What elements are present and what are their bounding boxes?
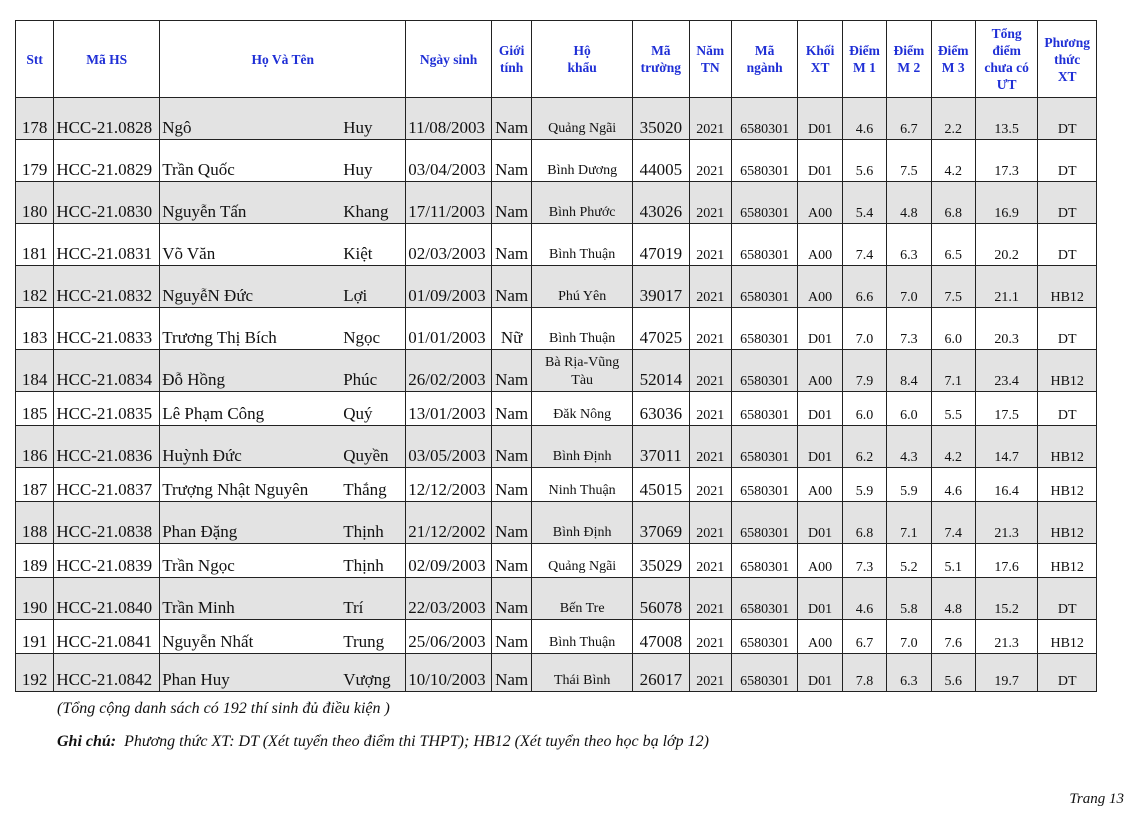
header-gioi-tinh: Giới tính	[491, 21, 531, 98]
cell-ma-truong: 47008	[633, 620, 689, 654]
cell-ma-nganh: 6580301	[731, 502, 798, 544]
cell-m2: 7.1	[887, 502, 931, 544]
table-row	[16, 468, 1097, 502]
cell-m3: 5.6	[931, 654, 975, 692]
table-row	[16, 544, 1097, 578]
cell-gioi-tinh: Nam	[491, 620, 531, 654]
cell-ma-truong: 39017	[633, 266, 689, 308]
cell-tong: 15.2	[975, 578, 1038, 620]
cell-stt: 188	[16, 502, 54, 544]
cell-ten: Khang	[341, 182, 406, 224]
cell-nam-tn: 2021	[689, 544, 731, 578]
header-tong-diem: Tổng điểm chưa có ƯT	[975, 21, 1038, 98]
cell-ma-truong: 37069	[633, 502, 689, 544]
cell-ma-nganh: 6580301	[731, 620, 798, 654]
cell-ma-hs: HCC-21.0837	[54, 468, 160, 502]
cell-phuong-thuc: HB12	[1038, 426, 1097, 468]
cell-ten: Trung	[341, 620, 406, 654]
cell-m2: 5.2	[887, 544, 931, 578]
cell-ho-khau: Đăk Nông	[532, 392, 633, 426]
cell-stt: 182	[16, 266, 54, 308]
cell-ma-nganh: 6580301	[731, 182, 798, 224]
cell-ma-nganh: 6580301	[731, 468, 798, 502]
header-ho-ten: Họ Và Tên	[160, 21, 406, 98]
cell-ho: Lê Phạm Công	[160, 392, 342, 426]
header-ma-nganh: Mã ngành	[731, 21, 798, 98]
cell-khoi: A00	[798, 350, 842, 392]
student-list-table	[15, 20, 1097, 692]
cell-gioi-tinh: Nam	[491, 140, 531, 182]
cell-ho-khau: Bình Định	[532, 426, 633, 468]
cell-ma-truong: 37011	[633, 426, 689, 468]
cell-ma-truong: 45015	[633, 468, 689, 502]
table-row	[16, 654, 1097, 692]
table-row	[16, 98, 1097, 140]
cell-phuong-thuc: HB12	[1038, 266, 1097, 308]
page-number: Trang 13	[1069, 791, 1124, 807]
cell-phuong-thuc: DT	[1038, 140, 1097, 182]
cell-stt: 181	[16, 224, 54, 266]
cell-m3: 4.8	[931, 578, 975, 620]
cell-ho: NguyễN Đức	[160, 266, 342, 308]
cell-ngay-sinh: 25/06/2003	[406, 620, 492, 654]
cell-phuong-thuc: DT	[1038, 98, 1097, 140]
cell-ma-hs: HCC-21.0835	[54, 392, 160, 426]
cell-ma-nganh: 6580301	[731, 224, 798, 266]
header-diem-m3: Điểm M 3	[931, 21, 975, 98]
cell-gioi-tinh: Nam	[491, 544, 531, 578]
cell-m1: 7.4	[842, 224, 886, 266]
cell-ho-khau: Bình Thuận	[532, 224, 633, 266]
cell-ma-hs: HCC-21.0829	[54, 140, 160, 182]
table-row	[16, 502, 1097, 544]
cell-m2: 5.9	[887, 468, 931, 502]
cell-gioi-tinh: Nam	[491, 224, 531, 266]
footnote	[57, 733, 709, 751]
cell-khoi: A00	[798, 182, 842, 224]
cell-tong: 21.1	[975, 266, 1038, 308]
header-diem-m2: Điểm M 2	[887, 21, 931, 98]
cell-ho-khau: Quảng Ngãi	[532, 98, 633, 140]
cell-tong: 13.5	[975, 98, 1038, 140]
cell-nam-tn: 2021	[689, 224, 731, 266]
cell-m3: 7.6	[931, 620, 975, 654]
cell-stt: 192	[16, 654, 54, 692]
cell-ho-khau: Bà Rịa-Vũng Tàu	[532, 350, 633, 392]
cell-ho-khau: Bến Tre	[532, 578, 633, 620]
cell-ngay-sinh: 21/12/2002	[406, 502, 492, 544]
cell-ten: Lợi	[341, 266, 406, 308]
cell-ho-khau: Ninh Thuận	[532, 468, 633, 502]
cell-ma-truong: 56078	[633, 578, 689, 620]
cell-khoi: D01	[798, 578, 842, 620]
cell-ma-truong: 35029	[633, 544, 689, 578]
cell-tong: 17.5	[975, 392, 1038, 426]
cell-ho: Trương Thị Bích	[160, 308, 342, 350]
cell-ma-truong: 35020	[633, 98, 689, 140]
cell-ngay-sinh: 01/09/2003	[406, 266, 492, 308]
table-row	[16, 266, 1097, 308]
cell-phuong-thuc: HB12	[1038, 544, 1097, 578]
cell-m1: 6.7	[842, 620, 886, 654]
cell-m1: 5.9	[842, 468, 886, 502]
table-body	[16, 98, 1097, 692]
cell-nam-tn: 2021	[689, 426, 731, 468]
cell-ho-khau: Bình Định	[532, 502, 633, 544]
cell-m1: 4.6	[842, 578, 886, 620]
cell-ten: Vượng	[341, 654, 406, 692]
cell-tong: 16.9	[975, 182, 1038, 224]
cell-m3: 2.2	[931, 98, 975, 140]
cell-khoi: D01	[798, 654, 842, 692]
table-row	[16, 392, 1097, 426]
cell-nam-tn: 2021	[689, 654, 731, 692]
header-ma-hs: Mã HS	[54, 21, 160, 98]
cell-m1: 5.6	[842, 140, 886, 182]
cell-gioi-tinh: Nam	[491, 502, 531, 544]
cell-m1: 7.0	[842, 308, 886, 350]
cell-ho: Phan Huy	[160, 654, 342, 692]
cell-ma-nganh: 6580301	[731, 544, 798, 578]
cell-ten: Huy	[341, 140, 406, 182]
cell-khoi: D01	[798, 502, 842, 544]
cell-tong: 20.2	[975, 224, 1038, 266]
header-khoi-xt: Khối XT	[798, 21, 842, 98]
cell-ma-nganh: 6580301	[731, 308, 798, 350]
cell-ho: Ngô	[160, 98, 342, 140]
table-row	[16, 224, 1097, 266]
cell-khoi: D01	[798, 98, 842, 140]
cell-stt: 191	[16, 620, 54, 654]
cell-m1: 5.4	[842, 182, 886, 224]
cell-ten: Phúc	[341, 350, 406, 392]
cell-tong: 20.3	[975, 308, 1038, 350]
cell-m3: 6.8	[931, 182, 975, 224]
cell-ten: Kiệt	[341, 224, 406, 266]
total-note: (Tổng cộng danh sách có 192 thí sinh đủ điều kiện )	[57, 700, 390, 717]
cell-gioi-tinh: Nam	[491, 182, 531, 224]
cell-nam-tn: 2021	[689, 620, 731, 654]
cell-ho-khau: Thái Bình	[532, 654, 633, 692]
cell-m2: 8.4	[887, 350, 931, 392]
cell-m3: 7.1	[931, 350, 975, 392]
cell-ma-hs: HCC-21.0833	[54, 308, 160, 350]
cell-phuong-thuc: DT	[1038, 182, 1097, 224]
cell-stt: 178	[16, 98, 54, 140]
cell-ma-hs: HCC-21.0841	[54, 620, 160, 654]
cell-ho: Nguyễn Tấn	[160, 182, 342, 224]
cell-gioi-tinh: Nam	[491, 350, 531, 392]
cell-ma-nganh: 6580301	[731, 392, 798, 426]
cell-m1: 6.2	[842, 426, 886, 468]
cell-ngay-sinh: 11/08/2003	[406, 98, 492, 140]
cell-m2: 7.0	[887, 266, 931, 308]
cell-ngay-sinh: 02/09/2003	[406, 544, 492, 578]
cell-gioi-tinh: Nam	[491, 578, 531, 620]
table-row	[16, 350, 1097, 392]
cell-ho: Huỳnh Đức	[160, 426, 342, 468]
header-ho-khau: Hộ khẩu	[532, 21, 633, 98]
cell-ma-nganh: 6580301	[731, 266, 798, 308]
cell-m2: 4.8	[887, 182, 931, 224]
table-row	[16, 140, 1097, 182]
table-row	[16, 620, 1097, 654]
cell-m2: 6.3	[887, 224, 931, 266]
cell-gioi-tinh: Nam	[491, 468, 531, 502]
cell-m2: 7.0	[887, 620, 931, 654]
cell-ma-truong: 44005	[633, 140, 689, 182]
cell-m2: 7.5	[887, 140, 931, 182]
cell-ho-khau: Bình Phước	[532, 182, 633, 224]
cell-ten: Trí	[341, 578, 406, 620]
cell-ma-hs: HCC-21.0832	[54, 266, 160, 308]
cell-nam-tn: 2021	[689, 468, 731, 502]
header-stt: Stt	[16, 21, 54, 98]
cell-tong: 17.3	[975, 140, 1038, 182]
cell-ngay-sinh: 03/05/2003	[406, 426, 492, 468]
cell-stt: 190	[16, 578, 54, 620]
cell-stt: 189	[16, 544, 54, 578]
cell-m2: 6.0	[887, 392, 931, 426]
cell-khoi: D01	[798, 140, 842, 182]
cell-m2: 6.3	[887, 654, 931, 692]
cell-ho-khau: Quảng Ngãi	[532, 544, 633, 578]
cell-ho-khau: Bình Thuận	[532, 620, 633, 654]
cell-m1: 4.6	[842, 98, 886, 140]
cell-m1: 6.6	[842, 266, 886, 308]
cell-m2: 4.3	[887, 426, 931, 468]
cell-ma-hs: HCC-21.0836	[54, 426, 160, 468]
cell-gioi-tinh: Nam	[491, 266, 531, 308]
header-ngay-sinh: Ngày sinh	[406, 21, 492, 98]
cell-ngay-sinh: 10/10/2003	[406, 654, 492, 692]
cell-tong: 21.3	[975, 620, 1038, 654]
cell-m3: 7.4	[931, 502, 975, 544]
cell-m3: 6.0	[931, 308, 975, 350]
cell-ho: Trần Quốc	[160, 140, 342, 182]
cell-ho-khau: Bình Thuận	[532, 308, 633, 350]
cell-khoi: D01	[798, 392, 842, 426]
cell-ho-khau: Phú Yên	[532, 266, 633, 308]
table-row	[16, 308, 1097, 350]
cell-phuong-thuc: DT	[1038, 654, 1097, 692]
cell-ten: Thắng	[341, 468, 406, 502]
cell-ma-hs: HCC-21.0842	[54, 654, 160, 692]
cell-ho: Trần Minh	[160, 578, 342, 620]
cell-stt: 179	[16, 140, 54, 182]
cell-gioi-tinh: Nam	[491, 426, 531, 468]
cell-ngay-sinh: 02/03/2003	[406, 224, 492, 266]
cell-m3: 4.2	[931, 426, 975, 468]
cell-ma-hs: HCC-21.0831	[54, 224, 160, 266]
cell-phuong-thuc: HB12	[1038, 350, 1097, 392]
header-phuong-thuc: Phương thức XT	[1038, 21, 1097, 98]
cell-ho: Phan Đặng	[160, 502, 342, 544]
cell-ngay-sinh: 17/11/2003	[406, 182, 492, 224]
cell-ma-hs: HCC-21.0830	[54, 182, 160, 224]
cell-tong: 16.4	[975, 468, 1038, 502]
cell-m3: 7.5	[931, 266, 975, 308]
cell-stt: 180	[16, 182, 54, 224]
cell-m2: 6.7	[887, 98, 931, 140]
cell-khoi: D01	[798, 308, 842, 350]
cell-ma-nganh: 6580301	[731, 350, 798, 392]
cell-tong: 14.7	[975, 426, 1038, 468]
cell-gioi-tinh: Nam	[491, 98, 531, 140]
header-ma-truong: Mã trường	[633, 21, 689, 98]
cell-khoi: D01	[798, 426, 842, 468]
cell-khoi: A00	[798, 266, 842, 308]
cell-phuong-thuc: DT	[1038, 224, 1097, 266]
cell-phuong-thuc: DT	[1038, 308, 1097, 350]
cell-nam-tn: 2021	[689, 266, 731, 308]
cell-khoi: A00	[798, 224, 842, 266]
cell-tong: 23.4	[975, 350, 1038, 392]
cell-ho: Trượng Nhật Nguyên	[160, 468, 342, 502]
cell-ngay-sinh: 26/02/2003	[406, 350, 492, 392]
cell-ma-hs: HCC-21.0840	[54, 578, 160, 620]
cell-stt: 185	[16, 392, 54, 426]
cell-ma-nganh: 6580301	[731, 140, 798, 182]
cell-ma-truong: 52014	[633, 350, 689, 392]
cell-nam-tn: 2021	[689, 140, 731, 182]
header-row	[16, 21, 1097, 98]
footnote-label: Ghi chú:	[57, 733, 117, 750]
cell-ngay-sinh: 01/01/2003	[406, 308, 492, 350]
cell-m2: 7.3	[887, 308, 931, 350]
cell-phuong-thuc: HB12	[1038, 468, 1097, 502]
cell-stt: 187	[16, 468, 54, 502]
cell-phuong-thuc: DT	[1038, 578, 1097, 620]
cell-ma-truong: 26017	[633, 654, 689, 692]
cell-nam-tn: 2021	[689, 308, 731, 350]
cell-ngay-sinh: 03/04/2003	[406, 140, 492, 182]
cell-stt: 186	[16, 426, 54, 468]
cell-tong: 19.7	[975, 654, 1038, 692]
cell-khoi: A00	[798, 620, 842, 654]
cell-m3: 5.1	[931, 544, 975, 578]
cell-nam-tn: 2021	[689, 578, 731, 620]
cell-ngay-sinh: 12/12/2003	[406, 468, 492, 502]
cell-ho-khau: Bình Dương	[532, 140, 633, 182]
table-row	[16, 182, 1097, 224]
cell-ten: Thịnh	[341, 502, 406, 544]
cell-nam-tn: 2021	[689, 502, 731, 544]
cell-phuong-thuc: DT	[1038, 392, 1097, 426]
cell-ma-nganh: 6580301	[731, 426, 798, 468]
cell-tong: 17.6	[975, 544, 1038, 578]
cell-tong: 21.3	[975, 502, 1038, 544]
cell-m3: 6.5	[931, 224, 975, 266]
cell-ma-truong: 43026	[633, 182, 689, 224]
footnote-text: Phương thức XT: DT (Xét tuyển theo điểm thi THPT); HB12 (Xét tuyển theo học bạ lớp 12)	[124, 733, 709, 750]
cell-nam-tn: 2021	[689, 182, 731, 224]
cell-m2: 5.8	[887, 578, 931, 620]
cell-m3: 4.2	[931, 140, 975, 182]
cell-phuong-thuc: HB12	[1038, 502, 1097, 544]
table-row	[16, 426, 1097, 468]
cell-nam-tn: 2021	[689, 350, 731, 392]
cell-m1: 7.8	[842, 654, 886, 692]
cell-ho: Trần Ngọc	[160, 544, 342, 578]
cell-nam-tn: 2021	[689, 98, 731, 140]
cell-m1: 6.0	[842, 392, 886, 426]
cell-m3: 5.5	[931, 392, 975, 426]
cell-ma-nganh: 6580301	[731, 654, 798, 692]
cell-ten: Thịnh	[341, 544, 406, 578]
cell-ten: Ngọc	[341, 308, 406, 350]
header-nam-tn: Năm TN	[689, 21, 731, 98]
cell-gioi-tinh: Nam	[491, 654, 531, 692]
cell-ma-truong: 63036	[633, 392, 689, 426]
cell-ten: Huy	[341, 98, 406, 140]
cell-phuong-thuc: HB12	[1038, 620, 1097, 654]
cell-ma-hs: HCC-21.0839	[54, 544, 160, 578]
cell-stt: 184	[16, 350, 54, 392]
cell-khoi: A00	[798, 468, 842, 502]
cell-ma-hs: HCC-21.0834	[54, 350, 160, 392]
cell-ten: Quý	[341, 392, 406, 426]
cell-ho: Đỗ Hồng	[160, 350, 342, 392]
cell-ma-hs: HCC-21.0838	[54, 502, 160, 544]
header-diem-m1: Điểm M 1	[842, 21, 886, 98]
cell-m3: 4.6	[931, 468, 975, 502]
table-row	[16, 578, 1097, 620]
cell-ho: Nguyễn Nhất	[160, 620, 342, 654]
cell-gioi-tinh: Nam	[491, 392, 531, 426]
cell-ngay-sinh: 22/03/2003	[406, 578, 492, 620]
cell-ho: Võ Văn	[160, 224, 342, 266]
cell-ma-nganh: 6580301	[731, 578, 798, 620]
cell-ma-truong: 47025	[633, 308, 689, 350]
cell-nam-tn: 2021	[689, 392, 731, 426]
cell-m1: 7.9	[842, 350, 886, 392]
cell-ma-nganh: 6580301	[731, 98, 798, 140]
cell-gioi-tinh: Nữ	[491, 308, 531, 350]
cell-khoi: A00	[798, 544, 842, 578]
cell-ten: Quyền	[341, 426, 406, 468]
cell-m1: 6.8	[842, 502, 886, 544]
cell-m1: 7.3	[842, 544, 886, 578]
cell-ma-hs: HCC-21.0828	[54, 98, 160, 140]
cell-stt: 183	[16, 308, 54, 350]
cell-ma-truong: 47019	[633, 224, 689, 266]
cell-ngay-sinh: 13/01/2003	[406, 392, 492, 426]
